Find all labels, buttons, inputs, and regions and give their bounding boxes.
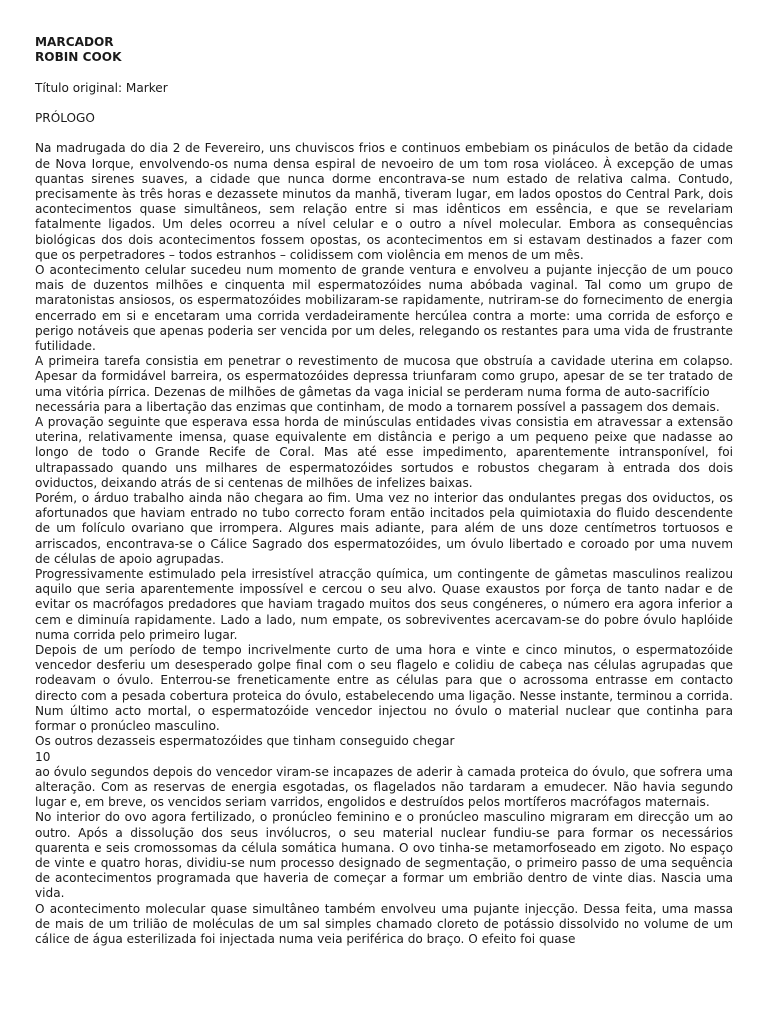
paragraph: A primeira tarefa consistia em penetrar o revestimento de mucosa que obstruía a cavidade uterina em colapso. Apesar da formidável barreira, os espermatozóides depressa triunfaram como grupo, apesar de se ter tratado de uma vitória pírrica. Dezenas de milhões de gâmetas da vaga inicial se perderam numa forma de auto-sacrifício xyxy=(35,354,733,399)
paragraph: necessária para a libertação das enzimas que continham, de modo a tornarem possível a passagem dos demais. xyxy=(35,399,720,414)
original-title: Título original: Marker xyxy=(35,80,168,95)
section-heading: PRÓLOGO xyxy=(35,110,95,125)
paragraph: Progressivamente estimulado pela irresistível atracção química, um contingente de gâmetas masculinos realizou aquilo que seria aparentemente impossível e cercou o seu alvo. Quase exaustos por força de tanto nadar e de evitar os macrófagos predadores que haviam tragado muitos dos seus congéneres, o número era agora inferior a cem e diminuía rapidamente. Lado a lado, num empate, os sobreviventes acercavam-se do pobre óvulo haplóide numa corrida pelo primeiro lugar. xyxy=(35,567,733,642)
page-number: 10 xyxy=(35,749,51,764)
document-page xyxy=(35,35,733,947)
paragraph: Os outros dezasseis espermatozóides que tinham conseguido chegar xyxy=(35,734,455,749)
paragraph: O acontecimento celular sucedeu num momento de grande ventura e envolveu a pujante injecção de um pouco mais de duzentos milhões e cinquenta mil espermatozóides numa abóbada vaginal. Tal como um grupo de maratonistas ansiosos, os espermatozóides mobilizaram-se rapidamente, nutriram-se do fornecimento de energia encerrado em si e encetaram uma corrida verdadeiramente hercúlea contra a morte: uma corrida de esforço e perigo notáveis que apenas poderia ser vencida por um deles, relegando os restantes para uma vida de frustrante futilidade. xyxy=(35,263,733,354)
spacer xyxy=(35,65,733,80)
paragraph: Na madrugada do dia 2 de Fevereiro, uns chuviscos frios e continuos embebiam os pináculos de betão da cidade de Nova Iorque, envolvendo-os numa densa espiral de nevoeiro de um tom rosa violáceo. À excepção de umas quantas sirenes suaves, a cidade que nunca dorme encontrava-se num estado de relativa calma. Contudo, precisamente às três horas e dezassete minutos da manhã, tiveram lugar, em lados opostos do Central Park, dois acontecimentos quase simultâneos, sem relação entre si mas idênticos em essência, e que se revelariam fatalmente ligados. Um deles ocorreu a nível celular e o outro a nível molecular. Embora as consequências biológicas dos dois acontecimentos fossem opostas, os acontecimentos em si estavam destinados a fazer com que os perpetradores – todos estranhos – colidissem com violência em menos de um mês. xyxy=(35,141,733,262)
spacer xyxy=(35,126,733,141)
book-title: MARCADOR xyxy=(35,35,114,49)
paragraph: Depois de um período de tempo incrivelmente curto de uma hora e vinte e cinco minutos, o espermatozóide vencedor desferiu um desesperado golpe final com o seu flagelo e colidiu de cabeça nas células agrupadas que rodeavam o óvulo. Enterrou-se freneticamente entre as células para que o acrossoma entrasse em contacto directo com a pesada cobertura proteica do óvulo, estabelecendo uma ligação. Nesse instante, terminou a corrida. Num último acto mortal, o espermatozóide vencedor injectou no óvulo o material nuclear que continha para formar o pronúcleo masculino. xyxy=(35,643,733,734)
paragraph: No interior do ovo agora fertilizado, o pronúcleo feminino e o pronúcleo masculino migraram em direcção um ao outro. Após a dissolução dos seus invólucros, o seu material nuclear fundiu-se para formar os necessários quarenta e seis cromossomas da célula somática humana. O ovo tinha-se metamorfoseado em zigoto. No espaço de vinte e quatro horas, dividiu-se num processo designado de segmentação, o primeiro passo de uma sequência de acontecimentos programada que haveria de começar a formar um embrião dentro de vinte dias. Nascia uma vida. xyxy=(35,810,733,901)
book-author: ROBIN COOK xyxy=(35,50,122,65)
spacer xyxy=(35,96,733,111)
paragraph: O acontecimento molecular quase simultâneo também envolveu uma pujante injecção. Dessa feita, uma massa de mais de um trilião de moléculas de um sal simples chamado cloreto de potássio dissolvido no volume de um cálice de água esterilizada foi injectada numa veia periférica do braço. O efeito foi quase xyxy=(35,901,733,946)
paragraph: Porém, o árduo trabalho ainda não chegara ao fim. Uma vez no interior das ondulantes pregas dos oviductos, os afortunados que haviam entrado no tubo correcto foram então incitados pela quimiotaxia do fluido descendente de um folículo ovariano que irrompera. Algures mais adiante, para além de uns doze centímetros tortuosos e arriscados, encontrava-se o Cálice Sagrado dos espermatozóides, um óvulo libertado e coroado por uma nuvem de células de apoio agrupadas. xyxy=(35,491,733,566)
paragraph: A provação seguinte que esperava essa horda de minúsculas entidades vivas consistia em atravessar a extensão uterina, relativamente imensa, quase equivalente em distância e perigo a um pequeno peixe que nadasse ao longo de todo o Grande Recife de Coral. Mas até esse impedimento, aparentemente intransponível, foi ultrapassado quando uns milhares de espermatozóides sortudos e robustos chegaram à entrada dos dois oviductos, deixando atrás de si centenas de milhões de infelizes baixas. xyxy=(35,415,733,490)
paragraph: ao óvulo segundos depois do vencedor viram-se incapazes de aderir à camada proteica do óvulo, que sofrera uma alteração. Com as reservas de energia esgotadas, os flagelados não tardaram a emudecer. Não havia segundo lugar e, em breve, os vencidos seriam varridos, engolidos e destruídos pelos mortíferos macrófagos maternais. xyxy=(35,764,733,810)
